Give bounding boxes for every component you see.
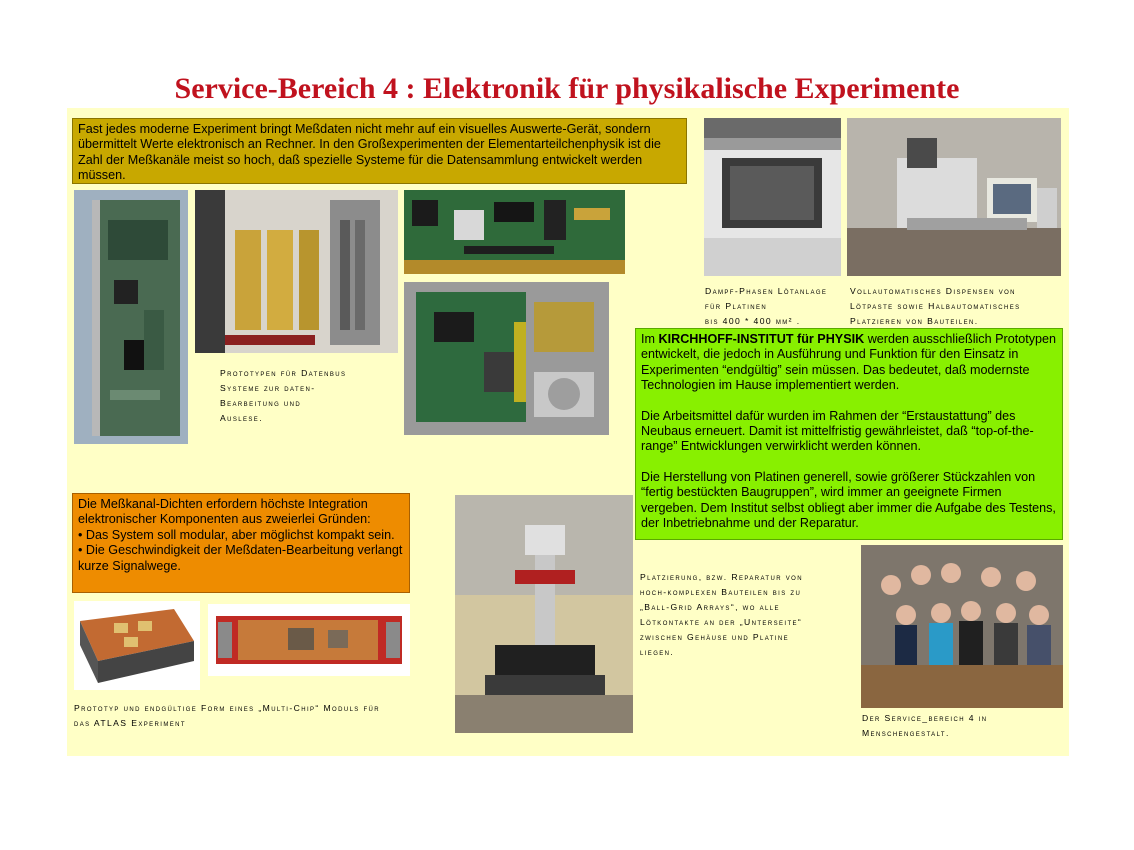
multichip-final-photo [208, 604, 410, 676]
caption-line: Dampf-Phasen Lötanlage [705, 286, 828, 296]
text-span: Im [641, 332, 659, 346]
caption-prototypes [220, 366, 346, 426]
dispensing-machine-photo [847, 118, 1061, 276]
caption-line: Menschengestalt. [862, 728, 950, 738]
caption-line: zwischen Gehäuse und Platine [640, 632, 790, 642]
caption-line: „Ball-Grid Arrays“, wo alle [640, 602, 780, 612]
caption-line: Lötpaste sowie Halbautomatisches [850, 301, 1021, 311]
orange-line-1: Die Meßkanal-Dichten erfordern höchste Integration elektronischer Komponenten aus zweierlei Gründen: [78, 497, 371, 527]
pc-interior-photo [404, 282, 609, 435]
vapor-phase-photo [704, 118, 841, 276]
caption-team [862, 711, 988, 741]
green-paragraph-1 [641, 332, 1057, 394]
caption-line: für Platinen [705, 301, 768, 311]
caption-line: Vollautomatisches Dispensen von [850, 286, 1016, 296]
caption-dispensen [850, 284, 1021, 329]
pcb-photo [404, 190, 625, 274]
microscope-photo [455, 495, 633, 733]
orange-bullet-2: • Die Geschwindigkeit der Meßdaten-Bearbeitung verlangt kurze Signalwege. [78, 543, 403, 573]
caption-line: Der Service_bereich 4 in [862, 713, 988, 723]
green-paragraph-2: Die Arbeitsmittel dafür wurden im Rahmen der “Erstaustattung” des Neubaus erneuert. Damit ist mittelfristig gewährleistet, daß “top-of-the-range” Entwicklungen verwirklicht werden können. [641, 408, 1034, 454]
kirchhoff-info-box [635, 328, 1063, 540]
caption-line: hoch-komplexen Bauteilen bis zu [640, 587, 802, 597]
vme-board-photo [74, 190, 188, 444]
team-photo [861, 545, 1063, 708]
caption-line: Prototypen für Datenbus [220, 368, 347, 378]
caption-line: Platzierung, bzw. Reparatur von [640, 572, 803, 582]
caption-line: Auslese. [220, 413, 263, 423]
crate-photo [195, 190, 398, 353]
text-span: werden ausschließlich Prototypen entwickelt, die jedoch in Ausführung und Funktion für den Einsatz in Experimenten “endgültig” sein müssen. Das bedeutet, daß modernste Technologien im Hause implementiert werden. [641, 332, 1057, 393]
caption-line: Systeme zur daten- [220, 383, 316, 393]
caption-dampf [705, 284, 827, 329]
multichip-prototype-photo [74, 601, 200, 690]
caption-platzierung [640, 570, 803, 660]
orange-bullet-1: • Das System soll modular, aber möglichst kompakt sein. [78, 527, 395, 542]
caption-line: Lötkontakte an der „Unterseite“ [640, 617, 803, 627]
caption-multichip [74, 701, 380, 731]
caption-line: liegen. [640, 647, 675, 657]
caption-line: das ATLAS Experiment [74, 718, 186, 728]
integration-info-box [72, 493, 410, 593]
intro-text-box [72, 118, 687, 184]
institute-name: KIRCHHOFF-INSTITUT für PHYSIK [658, 332, 865, 346]
intro-text: Fast jedes moderne Experiment bringt Meßdaten nicht mehr auf ein visuelles Auswerte-Gerät, sondern übermittelt Werte elektronisch an Rechner. In den Großexperimenten der Elementarteilchenphysik ist die Zahl der Meßkanäle meist so hoch, daß spezielle Systeme für die Datensammlung entwickelt werden müssen. [78, 122, 661, 183]
caption-line: Bearbeitung und [220, 398, 302, 408]
caption-line: Prototyp und endgültige Form eines „Multi-Chip“ Moduls für [74, 703, 381, 713]
caption-line: bis 400 * 400 mm² . [705, 316, 801, 326]
caption-line: Platzieren von Bauteilen. [850, 316, 979, 326]
page-title: Service-Bereich 4 : Elektronik für physikalische Experimente [174, 72, 960, 105]
green-paragraph-3: Die Herstellung von Platinen generell, sowie größerer Stückzahlen von “fertig bestückten Baugruppen”, wird immer an geeignete Firmen vergeben. Dem Institut selbst obliegt aber immer die Aufgabe des Testens, der Inbetriebnahme und der Reparatur. [641, 469, 1056, 531]
